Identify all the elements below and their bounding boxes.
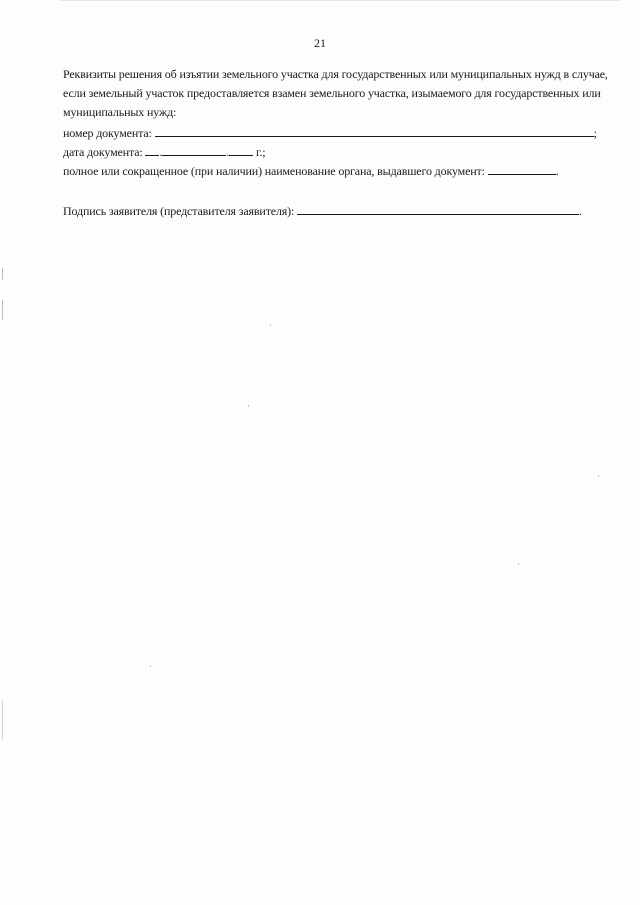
signature-field[interactable]: [297, 203, 579, 215]
document-number-label: номер документа:: [63, 126, 152, 140]
document-date-year-field[interactable]: [229, 144, 253, 156]
document-number-row: [63, 125, 597, 141]
signature-row: [63, 203, 582, 219]
document-date-separator-2: .: [226, 145, 230, 159]
document-number-field[interactable]: [155, 125, 594, 137]
signature-label: Подпись заявителя (представителя заявителя):: [63, 204, 295, 218]
document-date-day-field[interactable]: [145, 144, 159, 156]
page-number: 21: [314, 36, 326, 50]
document-date-suffix: г.;: [256, 145, 266, 159]
issuing-authority-row: [63, 163, 559, 179]
issuing-authority-end: .: [555, 164, 559, 178]
document-date-separator-1: .: [159, 145, 163, 159]
scan-speck: [270, 324, 271, 326]
scan-margin-mark: [2, 268, 3, 280]
scan-edge: [60, 0, 620, 1]
requisites-heading: Реквизиты решения об изъятии земельного участка для государственных или муниципальных нужд в случае, если земельный участок предоставляется взамен земельного участка, изымаемого для государственных или муниципальных нужд:: [63, 67, 608, 119]
scan-speck: [518, 563, 519, 565]
scan-speck: [248, 405, 249, 407]
scan-margin-mark: [2, 700, 3, 740]
issuing-authority-field[interactable]: [488, 163, 556, 175]
scan-speck: [150, 665, 151, 667]
scan-speck: [598, 475, 599, 477]
document-number-end: ;: [593, 126, 597, 140]
scan-margin-mark: [2, 300, 3, 320]
signature-end: .: [579, 204, 582, 218]
document-date-row: [63, 144, 265, 160]
document-date-label: дата документа:: [63, 145, 143, 159]
issuing-authority-label: полное или сокращенное (при наличии) наименование органа, выдавшего документ:: [63, 164, 485, 178]
document-date-month-field[interactable]: [162, 144, 226, 156]
